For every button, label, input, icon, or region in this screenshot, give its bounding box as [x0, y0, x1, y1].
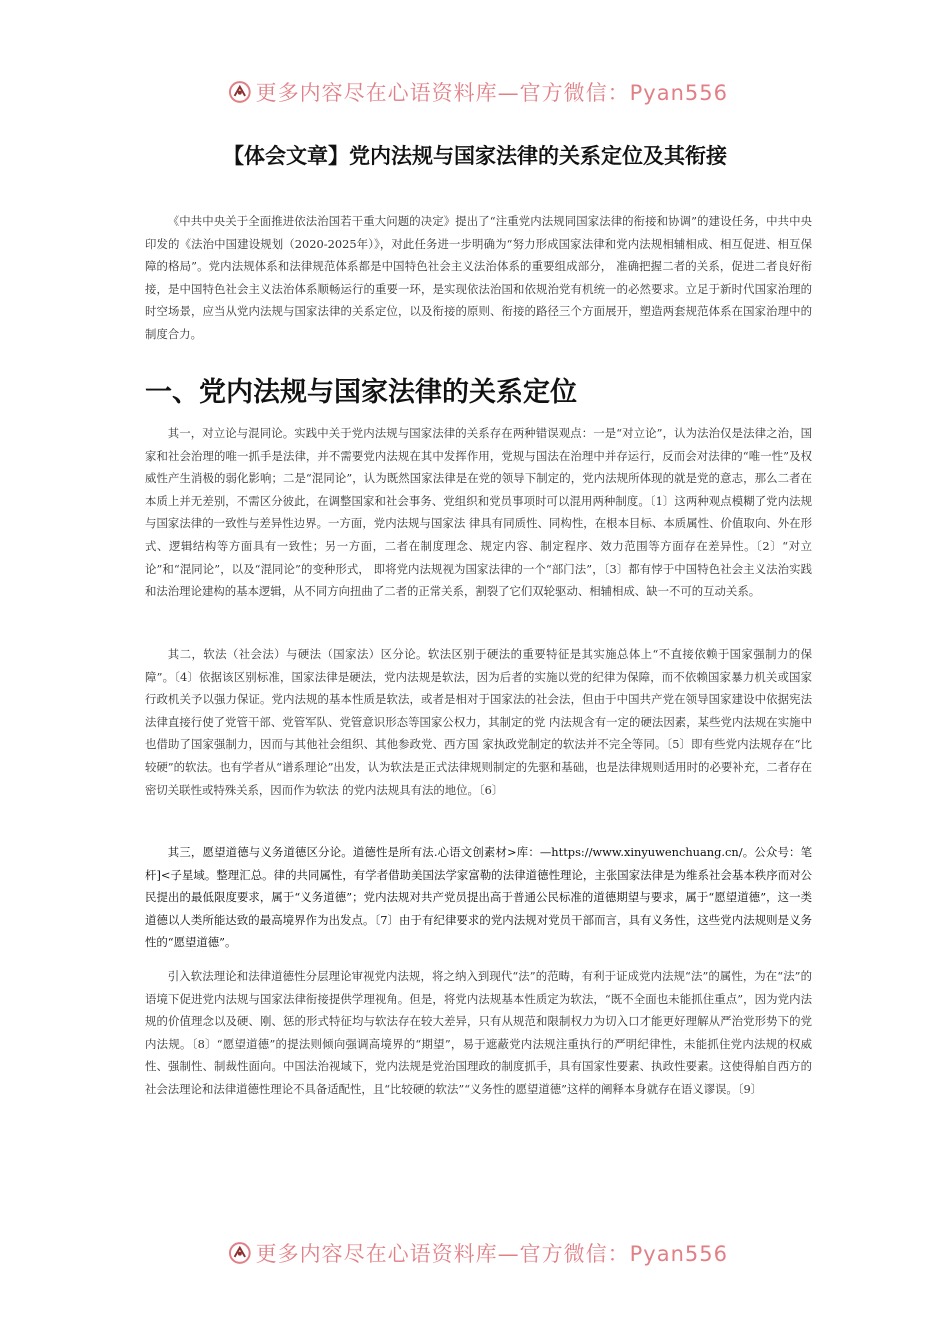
footer-watermark-text: 更多内容尽在心语资料库—官方微信：Pyan556 [255, 1242, 728, 1266]
logo-icon [228, 74, 252, 110]
paragraph-fourth: 引入软法理论和法律道德性分层理论审视党内法规，将之纳入到现代“法”的范畴，有利于证成党内法规“法”的属性，为在“法”的语境下促进党内法规与国家法律衔接提供学理视角。但是，将党内法规基本性质定为软法，“既不全面也未能抓住重点”，因为党内法规的价值理念以及硬、刚、惩的形式特征均与软法存在较大差异，只有从规范和限制权力为切入口才能更好理解从严治党形势下的党内法规。〔8〕“愿望道德”的提法则倾向强调高境界的“期望”，易于遮蔽党内法规注重执行的严明纪律性，未能抓住党内法规的权威性、强制性、制裁性面向。中国法治视域下，党内法规是党治国理政的制度抓手，具有国家性要素、执政性要素。这使得舶自西方的社会法理论和法律道德性理论不具备适配性，且“比较硬的软法”“义务性的愿望道德”这样的阐释本身就存在语义谬误。〔9〕 [145, 969, 812, 1096]
page-title: 【体会文章】党内法规与国家法律的关系定位及其衔接 [223, 144, 727, 168]
paragraph-third: 其三，愿望道德与义务道德区分论。道德性是所有法.心语文创素材>库：—https://www.xinyuwenchuang.cn/。公众号：笔杆]<子星域。整理汇总。律的共同属性，有学者借助美国法学家富勒的法律道德性理论，主张国家法律是为维系社会基本秩序而对公民提出的最低限度要求，属于“义务道德”；党内法规对共产党员提出高于普通公民标准的道德期望与要求，属于“愿望道德”，这一类道德以人类所能达致的最高境界作为出发点。〔7〕由于有纪律要求的党内法规对党员干部而言，具有义务性，这些党内法规则是义务性的“愿望道德”。 [145, 845, 812, 950]
header-watermark-banner [228, 72, 728, 112]
logo-icon [228, 1235, 252, 1271]
intro-paragraph: 《中共中央关于全面推进依法治国若干重大问题的决定》提出了“注重党内法规同国家法律的衔接和协调”的建设任务，中共中央印发的《法治中国建设规划（2020-2025年）》，对此任务进一步明确为“努力形成国家法律和党内法规相辅相成、相互促进、相互保障的格局”。党内法规体系和法律规范体系都是中国特色社会主义法治体系的重要组成部分， 准确把握二者的关系，促进二者良好衔接，是中国特色社会主义法治体系顺畅运行的重要一环，是实现依法治国和依规治党有机统一的必然要求。立足于新时代国家治理的时空场景，应当从党内法规与国家法律的关系定位，以及衔接的原则、衔接的路径三个方面展开，塑造两套规范体系在国家治理中的制度合力。 [145, 214, 812, 341]
paragraph-first: 其一，对立论与混同论。实践中关于党内法规与国家法律的关系存在两种错误观点：一是“对立论”，认为法治仅是法律之治，国家和社会治理的唯一抓手是法律，并不需要党内法规在其中发挥作用，党规与国法在治理中并存运行，反而会对法律的“唯一性”及权威性产生消极的弱化影响；二是“混同论”，认为既然国家法律是在党的领导下制定的，党内法规所体现的就是党的意志，那么二者在本质上并无差别，不需区分彼此，在调整国家和社会事务、党组织和党员事项时可以混用两种制度。〔1〕这两种观点模糊了党内法规与国家法律的一致性与差异性边界。一方面，党内法规与国家法 律具有同质性、同构性，在根本目标、本质属性、价值取向、外在形式、逻辑结构等方面具有一致性；另一方面，二者在制度理念、规定内容、制定程序、效力范围等方面存在差异性。〔2〕“对立论”和“混同论”，以及“混同论”的变种形式， 即将党内法规视为国家法律的一个“部门法”，〔3〕都有悖于中国特色社会主义法治实践和法治理论建构的基本逻辑，从不同方向扭曲了二者的正常关系，割裂了它们双轮驱动、相辅相成、缺一不可的互动关系。 [145, 426, 812, 599]
footer-watermark-banner [228, 1233, 728, 1273]
paragraph-second: 其二，软法（社会法）与硬法（国家法）区分论。软法区别于硬法的重要特征是其实施总体上“不直接依赖于国家强制力的保障”。〔4〕依据该区别标准，国家法律是硬法，党内法规是软法，因为后者的实施以党的纪律为保障，而不依赖国家暴力机关或国家行政机关予以强力保证。党内法规的基本性质是软法，或者是相对于国家法的社会法，但由于中国共产党在领导国家建设中依据宪法法律直接行使了党管干部、党管军队、党管意识形态等国家公权力，其制定的党 内法规含有一定的硬法因素，某些党内法规在实施中也借助了国家强制力，因而与其他社会组织、其他参政党、西方国 家执政党制定的软法并不完全等同。〔5〕即有些党内法规存在“比较硬”的软法。也有学者从“谱系理论”出发，认为软法是正式法律规则制定的先驱和基础，也是法律规则适用时的必要补充，二者存在密切关联性或特殊关系，因而作为软法 的党内法规具有法的地位。〔6〕 [145, 647, 812, 797]
section-heading: 一、党内法规与国家法律的关系定位 [145, 377, 577, 408]
header-watermark-text: 更多内容尽在心语资料库—官方微信：Pyan556 [255, 81, 728, 105]
